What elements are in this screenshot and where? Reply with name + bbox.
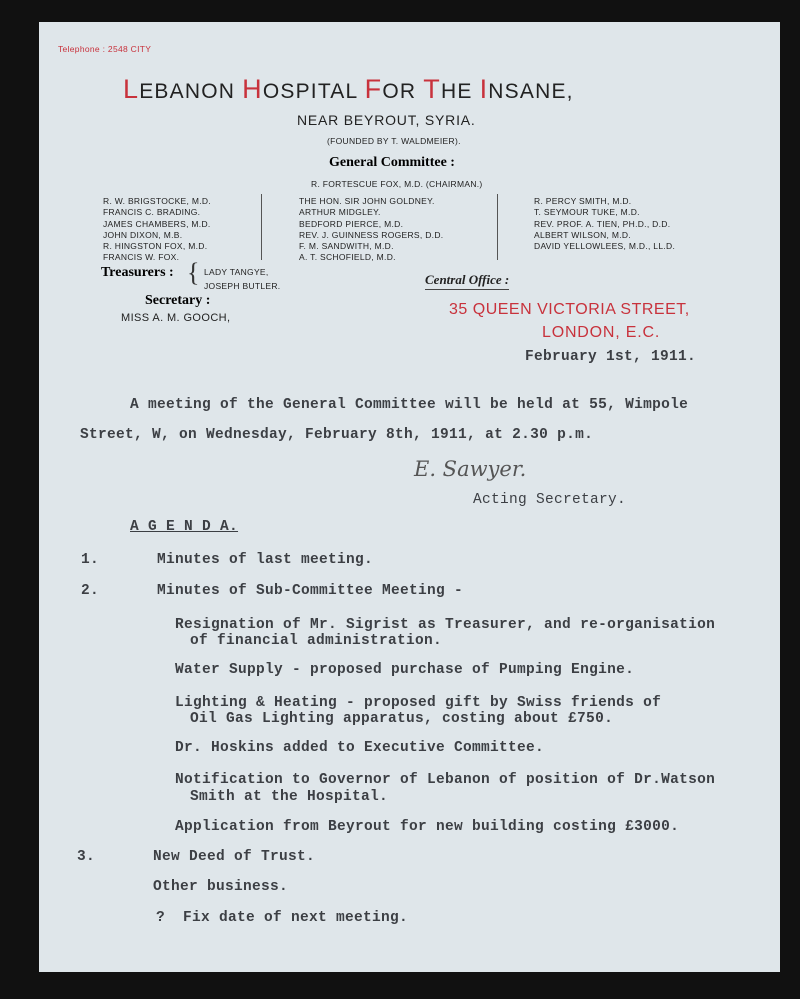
title-word: EBANON bbox=[139, 80, 243, 103]
agenda-number: 3. bbox=[77, 849, 96, 865]
column-divider bbox=[497, 194, 498, 260]
title-initial: I bbox=[479, 74, 489, 104]
agenda-subitem: Application from Beyrout for new building costing £3000. bbox=[175, 819, 680, 835]
agenda-number: ? bbox=[156, 910, 166, 926]
agenda-item: Other business. bbox=[153, 879, 289, 895]
committee-member: ALBERT WILSON, M.D. bbox=[534, 229, 632, 240]
agenda-subitem: Resignation of Mr. Sigrist as Treasurer, and re-organisation bbox=[175, 617, 716, 633]
committee-chairman: R. FORTESCUE FOX, M.D. (CHAIRMAN.) bbox=[311, 179, 483, 189]
agenda-subitem-continuation: Smith at the Hospital. bbox=[190, 789, 389, 805]
committee-member: THE HON. SIR JOHN GOLDNEY. bbox=[299, 196, 435, 206]
committee-member: T. SEYMOUR TUKE, M.D. bbox=[534, 207, 640, 218]
committee-member: A. T. SCHOFIELD, M.D. bbox=[299, 252, 396, 263]
telephone-line: Telephone : 2548 CITY bbox=[58, 44, 152, 54]
treasurers-brace: { bbox=[187, 258, 200, 287]
agenda-subitem: Notification to Governor of Lebanon of position of Dr.Watson bbox=[175, 772, 716, 788]
title-word: OR bbox=[382, 80, 424, 103]
treasurers-names bbox=[204, 265, 280, 293]
committee-member: R. W. BRIGSTOCKE, M.D. bbox=[103, 196, 211, 206]
committee-member: JAMES CHAMBERS, M.D. bbox=[103, 218, 211, 229]
office-label: Central Office : bbox=[425, 272, 509, 290]
agenda-item: Minutes of last meeting. bbox=[157, 552, 374, 568]
agenda-number: 1. bbox=[81, 552, 100, 568]
agenda-item: New Deed of Trust. bbox=[153, 849, 316, 865]
column-divider bbox=[261, 194, 262, 260]
treasurer-name: JOSEPH BUTLER. bbox=[204, 281, 281, 291]
secretary-name: MISS A. M. GOOCH, bbox=[121, 312, 231, 324]
committee-member: REV. J. GUINNESS ROGERS, D.D. bbox=[299, 229, 444, 240]
letter-body-line: Street, W, on Wednesday, February 8th, 1911, at 2.30 p.m. bbox=[80, 427, 594, 443]
committee-member: REV. PROF. A. TIEN, PH.D., D.D. bbox=[534, 218, 671, 229]
agenda-number: 2. bbox=[81, 583, 100, 599]
committee-column-1 bbox=[103, 196, 211, 264]
signature: E. Sawyer. bbox=[414, 457, 527, 481]
letter-body-line: A meeting of the General Committee will be held at 55, Wimpole bbox=[130, 397, 689, 413]
title-word: OSPITAL bbox=[262, 80, 365, 103]
office-city: LONDON, E.C. bbox=[542, 324, 661, 341]
title-word: HE bbox=[440, 80, 480, 103]
hospital-title bbox=[123, 74, 574, 105]
agenda-subitem: Water Supply - proposed purchase of Pumping Engine. bbox=[175, 662, 635, 678]
signature-title: Acting Secretary. bbox=[473, 492, 627, 508]
committee-member: FRANCIS W. FOX. bbox=[103, 252, 180, 263]
title-initial: H bbox=[242, 74, 263, 104]
title-initial: F bbox=[364, 74, 383, 104]
treasurer-name: LADY TANGYE, bbox=[204, 267, 269, 277]
agenda-heading: A G E N D A. bbox=[130, 519, 239, 535]
committee-member: R. HINGSTON FOX, M.D. bbox=[103, 241, 208, 252]
office-street: 35 QUEEN VICTORIA STREET, bbox=[449, 301, 690, 318]
committee-member: BEDFORD PIERCE, M.D. bbox=[299, 218, 404, 229]
location-line: NEAR BEYROUT, SYRIA. bbox=[297, 112, 476, 128]
committee-member: DAVID YELLOWLEES, M.D., LL.D. bbox=[534, 241, 676, 252]
committee-member: ARTHUR MIDGLEY. bbox=[299, 207, 381, 218]
secretary-label: Secretary : bbox=[145, 293, 211, 308]
agenda-subitem: Dr. Hoskins added to Executive Committee. bbox=[175, 740, 545, 756]
agenda-item: Minutes of Sub-Committee Meeting - bbox=[157, 583, 464, 599]
agenda-subitem-continuation: of financial administration. bbox=[190, 633, 443, 649]
title-word: NSANE, bbox=[488, 80, 574, 103]
committee-column-2 bbox=[299, 196, 443, 264]
committee-heading: General Committee : bbox=[329, 155, 455, 170]
committee-member: FRANCIS C. BRADING. bbox=[103, 207, 201, 218]
title-initial: L bbox=[123, 74, 140, 104]
agenda-subitem: Lighting & Heating - proposed gift by Swiss friends of bbox=[175, 695, 662, 711]
founded-line: (FOUNDED BY T. WALDMEIER). bbox=[327, 136, 461, 146]
committee-member: JOHN DIXON, M.B. bbox=[103, 229, 183, 240]
committee-column-3 bbox=[534, 196, 675, 252]
letter-date: February 1st, 1911. bbox=[525, 349, 697, 365]
committee-member: F. M. SANDWITH, M.D. bbox=[299, 241, 394, 252]
committee-member: R. PERCY SMITH, M.D. bbox=[534, 196, 632, 206]
letter-page bbox=[39, 22, 780, 972]
title-initial: T bbox=[423, 74, 441, 104]
agenda-item: Fix date of next meeting. bbox=[183, 910, 409, 926]
agenda-subitem-continuation: Oil Gas Lighting apparatus, costing about £750. bbox=[190, 711, 614, 727]
treasurers-label: Treasurers : bbox=[101, 265, 174, 280]
